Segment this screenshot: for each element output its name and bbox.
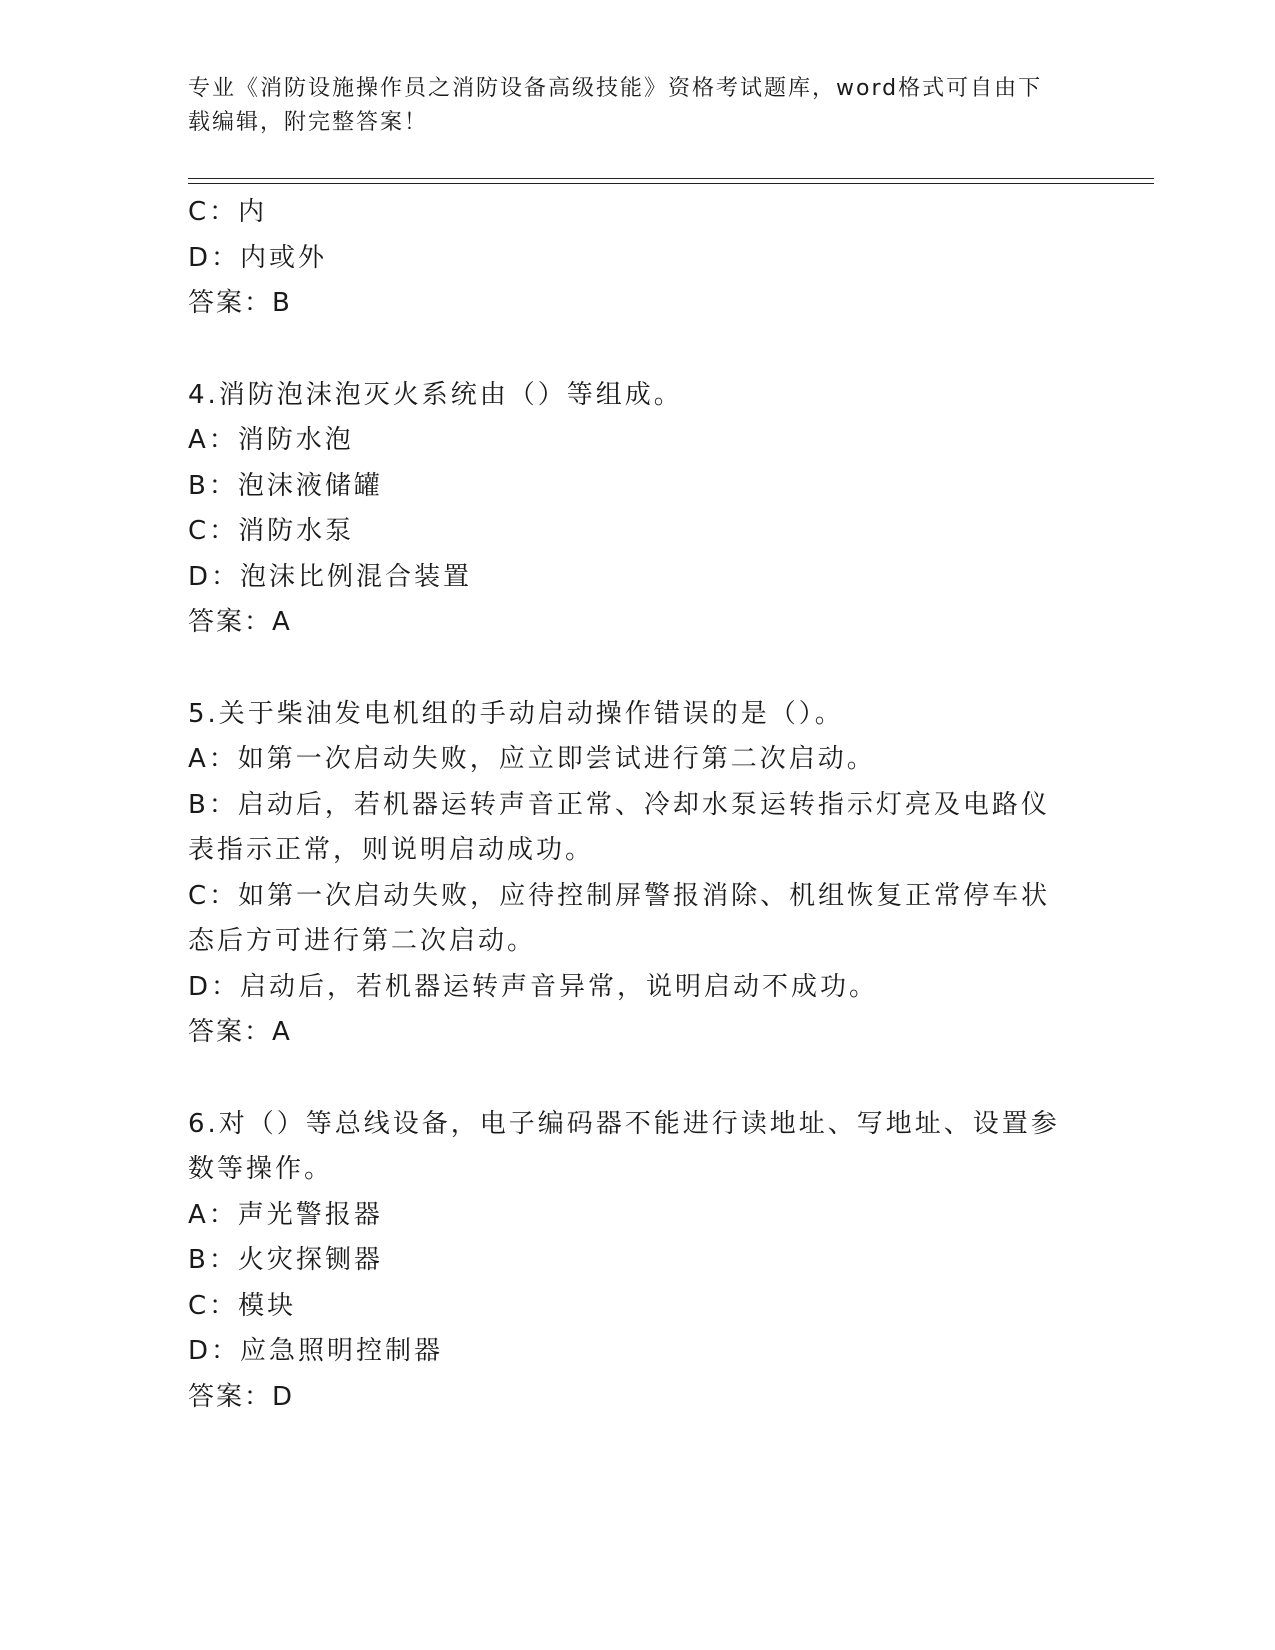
option-b: B：启动后，若机器运转声音正常、冷却水泵运转指示灯亮及电路仪表指示正常，则说明启动成功。 xyxy=(188,789,1050,865)
q3-option-d: D：内或外 xyxy=(188,242,328,273)
question-content xyxy=(188,190,1078,1420)
option-d: D：启动后，若机器运转声音异常，说明启动不成功。 xyxy=(188,971,879,1002)
question-4 xyxy=(188,373,1078,646)
question-6 xyxy=(188,1102,1078,1421)
q3-option-c: C：内 xyxy=(188,197,268,227)
question-answer: 答案：D xyxy=(188,1381,295,1412)
spacer xyxy=(188,327,1078,373)
question-5 xyxy=(188,692,1078,1056)
question-answer: 答案：A xyxy=(188,607,292,637)
option-d: D：泡沫比例混合装置 xyxy=(188,561,473,592)
option-b: B：泡沫液储罐 xyxy=(188,470,383,501)
question-stem: 5.关于柴油发电机组的手动启动操作错误的是（）。 xyxy=(188,698,844,729)
spacer xyxy=(188,646,1078,692)
q3-answer: 答案：B xyxy=(188,288,292,318)
option-c: C：模块 xyxy=(188,1290,297,1321)
option-a: A：消防水泡 xyxy=(188,425,354,455)
question-stem: 4.消防泡沫泡灭火系统由（）等组成。 xyxy=(188,379,683,410)
option-d: D：应急照明控制器 xyxy=(188,1336,444,1366)
header-line-2: 载编辑，附完整答案！ xyxy=(188,110,429,135)
option-c: C：如第一次启动失败，应待控制屏警报消除、机组恢复正常停车状态后方可进行第二次启动。 xyxy=(188,880,1051,956)
option-a: A：声光警报器 xyxy=(188,1199,383,1230)
header-rule-bottom xyxy=(188,183,1154,184)
header-line-1: 专业《消防设施操作员之消防设备高级技能》资格考试题库，word格式可自由下 xyxy=(188,76,1043,101)
option-a: A：如第一次启动失败，应立即尝试进行第二次启动。 xyxy=(188,744,876,774)
question-stem: 6.对（）等总线设备，电子编码器不能进行读地址、写地址、设置参数等操作。 xyxy=(188,1108,1060,1184)
document-header xyxy=(188,72,1068,140)
header-rule-top xyxy=(188,178,1154,179)
spacer xyxy=(188,1056,1078,1102)
option-c: C：消防水泵 xyxy=(188,516,355,546)
option-b: B：火灾探铡器 xyxy=(188,1245,383,1275)
question-answer: 答案：A xyxy=(188,1017,292,1047)
